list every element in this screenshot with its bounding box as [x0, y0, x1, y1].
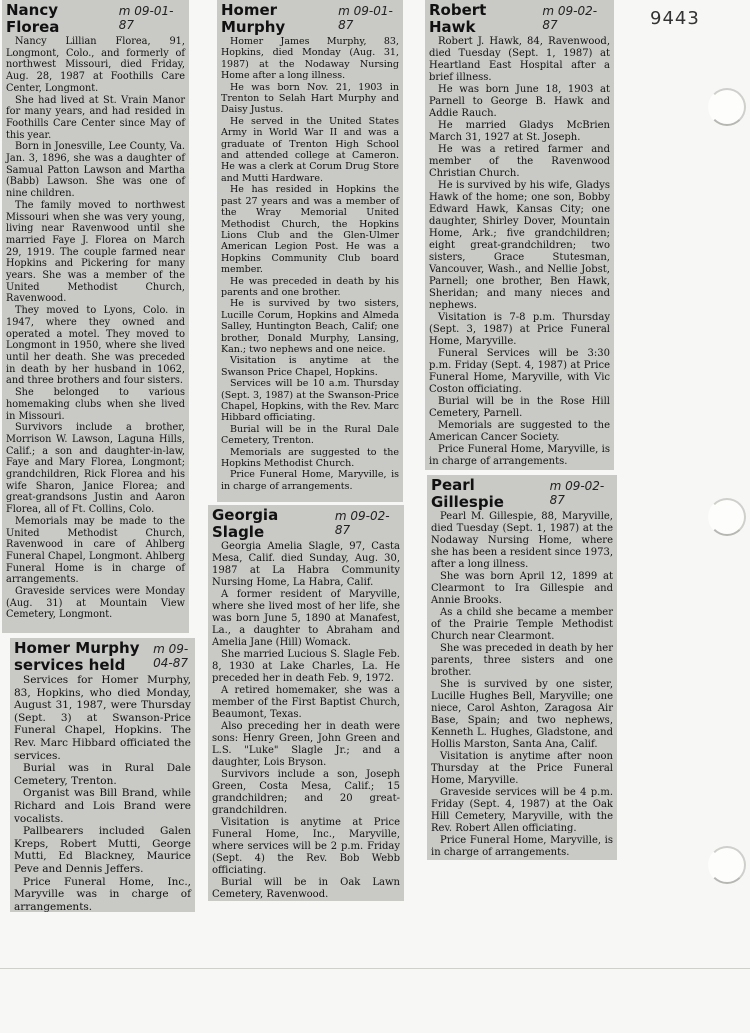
obituary-body — [6, 36, 185, 621]
obituary-paragraph: Burial will be in Oak Lawn Cemetery, Ravenwood. — [212, 877, 400, 900]
obituary-paragraph: They moved to Lyons, Colo. in 1947, where they owned and operated a motel. They moved to Longmont in 1950, where she lived until her death. She was preceded in death by her husband in 1062, and three brothers and four sisters. — [6, 305, 185, 387]
handwritten-date: m 09-02-87 — [549, 479, 605, 507]
obituary-paragraph: Visitation is anytime at Price Funeral Home, Inc., Maryville, where services will be 2 p.m. Friday (Sept. 4) the Rev. Bob Webb officiating. — [212, 817, 400, 876]
obituary-headline: Homer Murphy services held — [14, 639, 140, 674]
obituary-headline: Robert Hawk — [429, 1, 487, 36]
obituary-paragraph: He was preceded in death by his parents and one brother. — [221, 275, 399, 298]
obituary-paragraph: Price Funeral Home, Maryville, is in charge of arrangements. — [431, 835, 613, 858]
obituary-paragraph: Homer James Murphy, 83, Hopkins, died Monday (Aug. 31, 1987) at the Nodaway Nursing Home after a long illness. — [221, 36, 399, 82]
obituary-paragraph: A former resident of Maryville, where she lived most of her life, she was born June 5, 1890 at Manafest, La., a daughter to Abraham and Amelia Jane (Hill) Womack. — [212, 589, 400, 648]
obituary-paragraph: She was preceded in death by her parents, three sisters and one brother. — [431, 643, 613, 678]
obituary-paragraph: Price Funeral Home, Maryville, is in charge of arrangements. — [221, 469, 399, 492]
obituary-body — [431, 511, 613, 859]
obituary-paragraph: She was born April 12, 1899 at Clearmont to Ira Gillespie and Annie Brooks. — [431, 571, 613, 606]
obituary-paragraph: Robert J. Hawk, 84, Ravenwood, died Tuesday (Sept. 1, 1987) at Heartland East Hospital after a brief illness. — [429, 36, 610, 83]
obituary-paragraph: Nancy Lillian Florea, 91, Longmont, Colo., and formerly of northwest Missouri, died Friday, Aug. 28, 1987 at Foothills Care Center, Longmont. — [6, 36, 185, 94]
obituary-paragraph: He is survived by two sisters, Lucille Corum, Hopkins and Almeda Salley, Huntington Beach, Calif; one brother, Donald Murphy, Lansing, Kan.; two nephews and one neice. — [221, 298, 399, 355]
obituary-paragraph: Burial will be in the Rural Dale Cemetery, Trenton. — [221, 423, 399, 447]
obituary-paragraph: A retired homemaker, she was a member of the First Baptist Church, Beaumont, Texas. — [212, 685, 400, 720]
page-number: 9443 — [650, 8, 700, 29]
obituary-paragraph: Pearl M. Gillespie, 88, Maryville, died Tuesday (Sept. 1, 1987) at the Nodaway Nursing Home, where she has been a resident since 1973, after a long illness. — [431, 511, 613, 570]
obituary-clipping — [2, 0, 189, 633]
obituary-paragraph: Memorials are suggested to the Hopkins Methodist Church. — [221, 446, 399, 470]
obituary-paragraph: Pallbearers included Galen Kreps, Robert Mutti, George Mutti, Ed Blackney, Maurice Peve and Dennis Jeffers. — [14, 825, 191, 875]
obituary-paragraph: He was born June 18, 1903 at Parnell to George B. Hawk and Addie Rauch. — [429, 84, 610, 119]
obituary-paragraph: Memorials may be made to the United Methodist Church, Ravenwood in care of Ahlberg Funeral Chapel, Longmont. Ahlberg Funeral Home is in charge of arrangements. — [6, 515, 185, 586]
obituary-paragraph: Visitation is anytime after noon Thursday at the Price Funeral Home, Maryville. — [431, 751, 613, 786]
obituary-paragraph: Price Funeral Home, Inc., Maryville was in charge of arrangements. — [14, 875, 191, 912]
obituary-paragraph: Burial was in Rural Dale Cemetery, Trenton. — [14, 762, 191, 787]
obituary-paragraph: He married Gladys McBrien March 31, 1927 at St. Joseph. — [429, 120, 610, 143]
obituary-paragraph: He was born Nov. 21, 1903 in Trenton to Selah Hart Murphy and Daisy Justus. — [221, 81, 399, 116]
obituary-clipping — [217, 0, 403, 502]
obituary-paragraph: Funeral Services will be 3:30 p.m. Friday (Sept. 4, 1987) at Price Funeral Home, Maryville, with Vic Coston officiating. — [429, 348, 610, 395]
obituary-paragraph: She had lived at St. Vrain Manor for many years, and had resided in Foothills Care Center since May of this year. — [6, 94, 185, 141]
handwritten-date: m 09-04-87 — [153, 642, 189, 670]
obituary-paragraph: As a child she became a member of the Prairie Temple Methodist Church near Clearmont. — [431, 607, 613, 642]
obituary-headline: Pearl Gillespie — [431, 476, 504, 511]
obituary-paragraph: The family moved to northwest Missouri when she was very young, living near Ravenwood until she married Faye J. Florea on March 29, 1919. The couple farmed near Hopkins and Pickering for many years. She was a member of the United Methodist Church, Ravenwood. — [6, 199, 185, 305]
obituary-headline: Homer Murphy — [221, 1, 286, 36]
binder-hole-top — [708, 88, 746, 126]
obituary-paragraph: Price Funeral Home, Maryville, is in charge of arrangements. — [429, 444, 610, 467]
obituary-paragraph: He was a retired farmer and member of the Ravenwood Christian Church. — [429, 144, 610, 179]
obituary-paragraph: Graveside services will be 4 p.m. Friday (Sept. 4, 1987) at the Oak Hill Cemetery, Maryville, with the Rev. Robert Allen officiating. — [431, 787, 613, 834]
obituary-paragraph: He has resided in Hopkins the past 27 years and was a member of the Wray Memorial United Methodist Church, the Hopkins Lions Club and the Glen-Ulmer American Legion Post. He was a Hopkins Community Club board member. — [221, 184, 399, 276]
binder-hole-middle — [708, 498, 746, 536]
obituary-paragraph: Survivors include a son, Joseph Green, Costa Mesa, Calif.; 15 grandchildren; and 20 great-grandchildren. — [212, 769, 400, 816]
page-edge-line — [0, 968, 750, 969]
obituary-paragraph: Also preceding her in death were sons: Henry Green, John Green and L.S. "Luke" Slagle Jr.; and a daughter, Lois Bryson. — [212, 721, 400, 768]
obituary-paragraph: Graveside services were Monday (Aug. 31) at Mountain View Cemetery, Longmont. — [6, 586, 185, 621]
handwritten-date: m 09-02-87 — [334, 509, 390, 537]
obituary-paragraph: Services will be 10 a.m. Thursday (Sept. 3, 1987) at the Swanson-Price Chapel, Hopkins, with the Rev. Marc Hibbard officiating. — [221, 378, 399, 424]
obituary-paragraph: She is survived by one sister, Lucille Hughes Bell, Maryville; one niece, Carol Ashton, Zaragosa Air Base, Spain; and two nephews, Kenneth L. Hughes, Gladstone, and Hollis Marston, Santa Ana, Calif. — [431, 679, 613, 750]
obituary-body — [14, 674, 191, 912]
obituary-paragraph: Visitation is anytime at the Swanson Price Chapel, Hopkins. — [221, 355, 399, 378]
handwritten-date: m 09-01-87 — [118, 4, 174, 32]
obituary-headline: Nancy Florea — [6, 1, 60, 36]
obituary-body — [429, 36, 610, 468]
binder-hole-bottom — [708, 846, 746, 884]
obituary-clipping — [10, 638, 195, 912]
obituary-body — [212, 541, 400, 901]
obituary-paragraph: He is survived by his wife, Gladys Hawk of the home; one son, Bobby Edward Hawk, Kansas City; one daughter, Shirley Dover, Mountain Home, Ark.; five grandchildren; eight great-grandchildren; two sisters, Grace Stutesman, Vancouver, Wash., and Nellie Jobst, Parnell; one brother, Ben Hawk, Sheridan; and many nieces and nephews. — [429, 180, 610, 311]
obituary-headline: Georgia Slagle — [212, 506, 279, 541]
obituary-paragraph: Visitation is 7-8 p.m. Thursday (Sept. 3, 1987) at Price Funeral Home, Maryville. — [429, 312, 610, 347]
obituary-clipping — [427, 475, 617, 860]
obituary-paragraph: Organist was Bill Brand, while Richard and Lois Brand were vocalists. — [14, 787, 191, 825]
obituary-paragraph: Burial will be in the Rose Hill Cemetery, Parnell. — [429, 396, 610, 419]
obituary-clipping — [208, 505, 404, 901]
obituary-paragraph: He served in the United States Army in World War II and was a graduate of Trenton High School and attended college at Cameron. He was a clerk at Corum Drug Store and Mutti Hardware. — [221, 115, 399, 184]
obituary-paragraph: She belonged to various homemaking clubs when she lived in Missouri. — [6, 387, 185, 422]
obituary-paragraph: She married Lucious S. Slagle Feb. 8, 1930 at Lake Charles, La. He preceded her in death Feb. 9, 1972. — [212, 649, 400, 684]
obituary-paragraph: Born in Jonesville, Lee County, Va. Jan. 3, 1896, she was a daughter of Samual Patton Lawson and Martha (Babb) Lawson. She was one of nine children. — [6, 141, 185, 200]
obituary-clipping — [425, 0, 614, 470]
obituary-paragraph: Services for Homer Murphy, 83, Hopkins, who died Monday, August 31, 1987, were Thursday (Sept. 3) at Swanson-Price Funeral Chapel, Hopkins. The Rev. Marc Hibbard officiated the services. — [14, 674, 191, 762]
handwritten-date: m 09-01-87 — [338, 4, 393, 32]
obituary-paragraph: Georgia Amelia Slagle, 97, Casta Mesa, Calif. died Sunday, Aug. 30, 1987 at La Habra Community Nursing Home, La Habra, Calif. — [212, 541, 400, 588]
obituary-body — [221, 36, 399, 492]
handwritten-date: m 09-02-87 — [542, 4, 598, 32]
obituary-paragraph: Survivors include a brother, Morrison W. Lawson, Laguna Hills, Calif.; a son and daughter-in-law, Faye and Mary Florea, Longmont; grandchildren, Rick Florea and his wife Sharon, Janice Florea; and great-grandsons Justin and Aaron Florea, all of Ft. Collins, Colo. — [6, 422, 185, 516]
obituary-paragraph: Memorials are suggested to the American Cancer Society. — [429, 420, 610, 443]
